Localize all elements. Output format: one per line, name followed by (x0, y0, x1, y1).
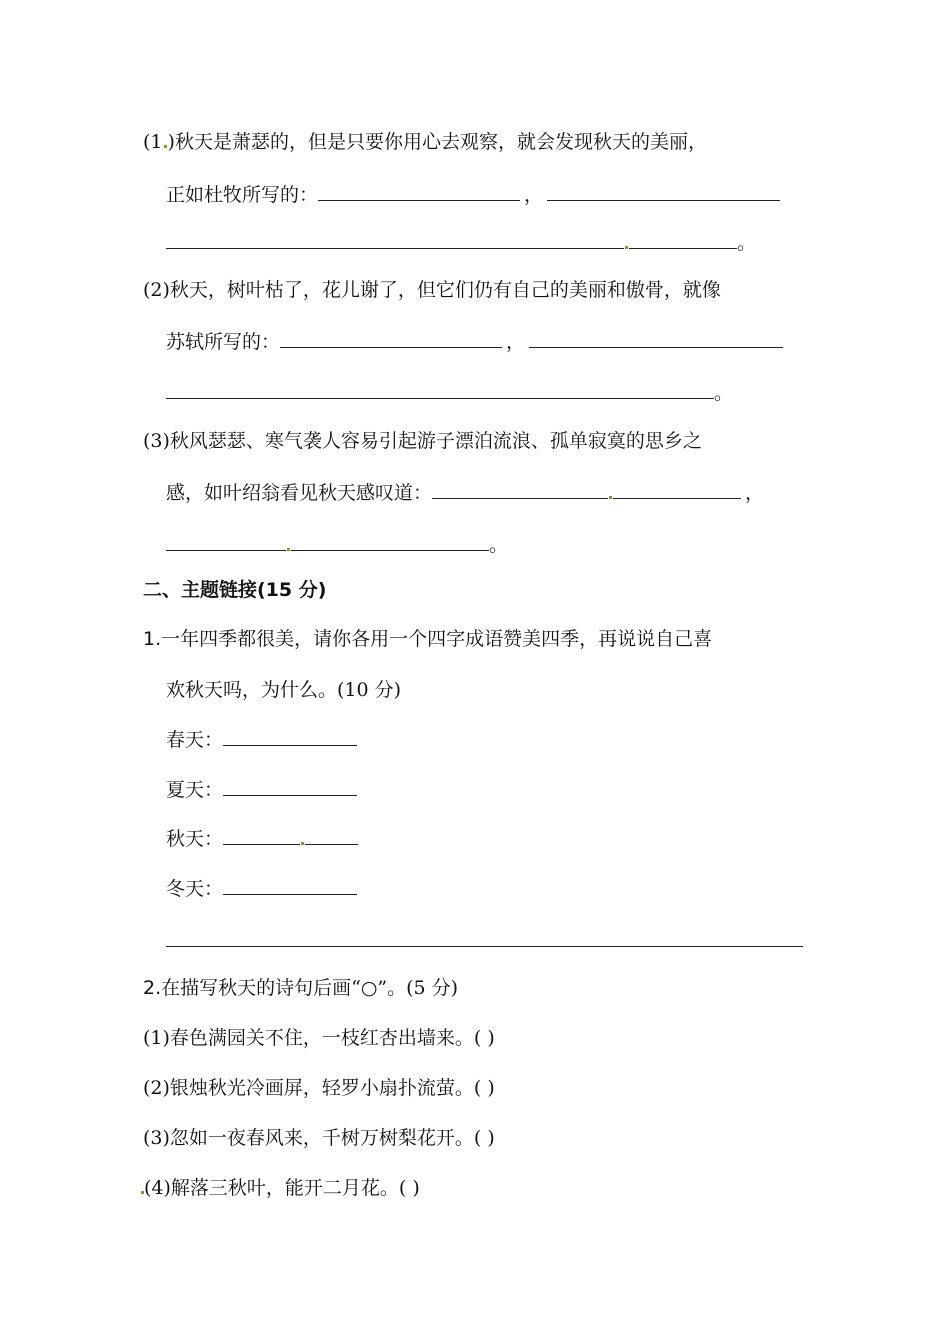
s1-q1-prompt: 正如杜牧所写的： (166, 184, 319, 206)
poem-item-4: (4)解落三秋叶，能开二月花。( ) (144, 1177, 420, 1199)
poem-item-3: (3)忽如一夜春风来，千树万树梨花开。( ) (143, 1127, 495, 1149)
s2-q1-answer-line[interactable] (166, 924, 803, 947)
s1-q1-blank-1[interactable] (318, 180, 520, 201)
season-winter-blank[interactable] (223, 874, 357, 895)
green-dot-icon (625, 246, 628, 249)
s1-q1-blank-3[interactable] (166, 228, 624, 249)
s1-q2-blank-3[interactable] (166, 378, 714, 399)
s1-q3-line1 (143, 427, 702, 455)
s1-q2-line3: 。 (166, 378, 733, 407)
season-summer-row (166, 775, 357, 804)
s1-q3-blank-3[interactable] (166, 530, 286, 551)
s1-q3-line3: 。 (166, 530, 508, 559)
s1-q2-number: (2) (143, 279, 170, 301)
s1-q3-blank-4[interactable] (291, 530, 489, 551)
green-dot-icon (301, 842, 304, 845)
s2-q1-line1 (143, 625, 712, 653)
s1-q1-number: (1 (143, 131, 163, 153)
season-autumn-row (166, 824, 358, 853)
s1-q3-text: 秋风瑟瑟、寒气袭人容易引起游子漂泊流浪、孤单寂寞的思乡之 (169, 430, 702, 452)
season-summer-blank[interactable] (223, 775, 357, 796)
s1-q1-line3: 。 (166, 228, 756, 257)
poem-item-2: (2)银烛秋光冷画屏，轻罗小扇扑流萤。( ) (143, 1077, 495, 1099)
season-winter-row (166, 874, 357, 903)
s2-q2-title-row (143, 974, 458, 1002)
green-dot-icon (164, 145, 167, 148)
s1-q2-line2: 苏轼所写的： ， (166, 327, 783, 356)
s2-q2-number: 2. (143, 977, 162, 999)
poem-item-4-row (141, 1174, 420, 1202)
s1-q2-blank-2[interactable] (529, 327, 783, 348)
season-spring-blank[interactable] (223, 725, 357, 746)
s1-q1-text: 秋天是萧瑟的，但是只要你用心去观察，就会发现秋天的美丽， (174, 131, 707, 153)
season-autumn-blank-b[interactable] (305, 824, 358, 845)
s1-q3-blank-2[interactable] (613, 478, 741, 499)
green-dot-icon (287, 548, 290, 551)
s1-q1-blank-4[interactable] (629, 228, 737, 249)
season-autumn-label: 秋天： (166, 828, 224, 850)
s1-q3-prompt: 感，如叶绍翁看见秋天感叹道： (166, 482, 433, 504)
s1-q2-prompt: 苏轼所写的： (166, 331, 281, 353)
green-dot-icon (609, 496, 612, 499)
s1-q2-blank-1[interactable] (280, 327, 502, 348)
s1-q1-blank-2[interactable] (547, 180, 780, 201)
s1-q2-text: 秋天，树叶枯了，花儿谢了，但它们仍有自己的美丽和傲骨，就像 (169, 279, 721, 301)
s2-q1-text: 一年四季都很美，请你各用一个四字成语赞美四季，再说说自己喜 (161, 628, 713, 650)
season-autumn-blank-a[interactable] (223, 824, 300, 845)
section-2-heading: 二、主题链接(15 分) (143, 579, 327, 601)
season-summer-label: 夏天： (166, 779, 224, 801)
s1-q3-number: (3) (143, 430, 170, 452)
s1-q3-line2: 感，如叶绍翁看见秋天感叹道： ， (166, 478, 764, 507)
season-spring-label: 春天： (166, 729, 224, 751)
s1-q2-line1 (143, 276, 721, 304)
season-winter-label: 冬天： (166, 878, 224, 900)
s2-q1-line2: 欢秋天吗，为什么。(10 分) (166, 679, 402, 701)
s1-q3-blank-1[interactable] (432, 478, 608, 499)
s1-q1-line2: 正如杜牧所写的： ， (166, 180, 780, 209)
s2-q1-number: 1. (143, 628, 162, 650)
s2-q2-title: 在描写秋天的诗句后画“○”。(5 分) (161, 977, 459, 999)
s1-q1-line1: (1 )秋天是萧瑟的，但是只要你用心去观察，就会发现秋天的美丽， (143, 131, 707, 153)
season-spring-row (166, 725, 357, 754)
poem-item-1: (1)春色满园关不住，一枝红杏出墙来。( ) (143, 1027, 495, 1049)
